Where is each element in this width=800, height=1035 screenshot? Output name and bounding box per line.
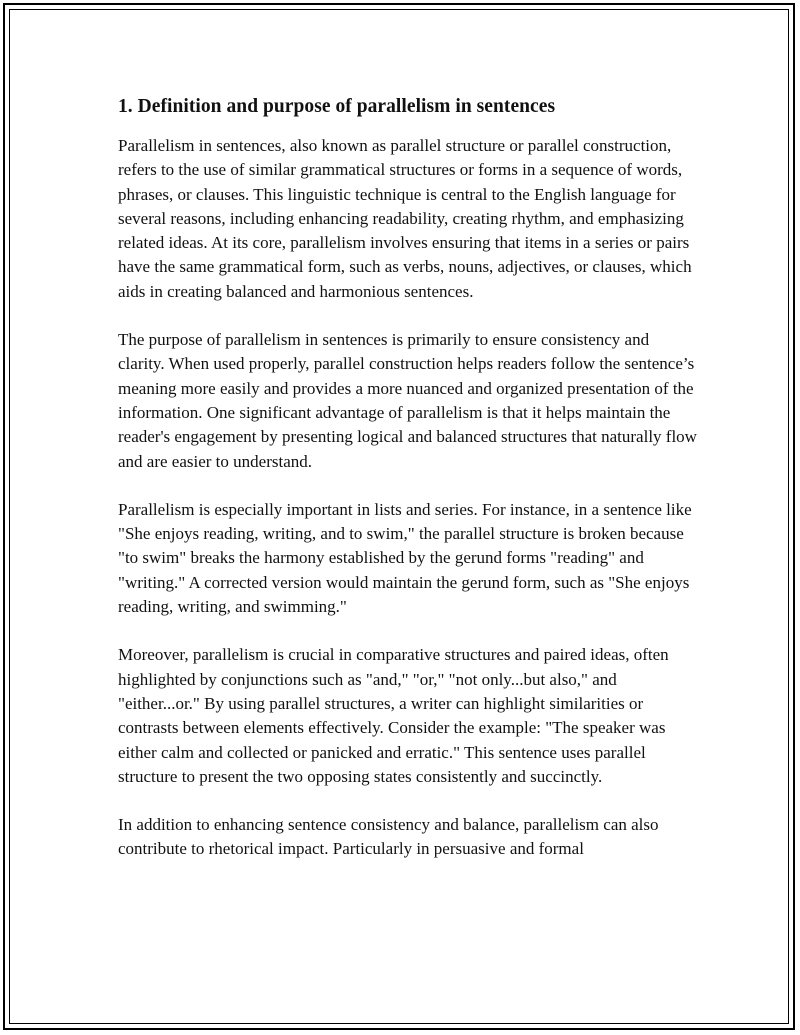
section-heading: 1. Definition and purpose of parallelism in sentences — [118, 96, 556, 117]
paragraph-definition: Parallelism in sentences, also known as parallel structure or parallel construction, refers to the use of similar grammatical structures or forms in a sequence of words, phrases, or clauses. This linguistic technique is central to the English language for several reasons, including enhancing readability, creating rhythm, and emphasizing related ideas. At its core, parallelism involves ensuring that items in a series or pairs have the same grammatical form, such as verbs, nouns, adjectives, or clauses, which aids in creating balanced and harmonious sentences. — [118, 136, 692, 301]
paragraph-purpose: The purpose of parallelism in sentences is primarily to ensure consistency and clarity. When used properly, parallel construction helps readers follow the sentence’s meaning more easily and provides a more nuanced and organized presentation of the information. One significant advantage of parallelism is that it helps maintain the reader's engagement by presenting logical and balanced structures that naturally flow and are easier to understand. — [118, 330, 697, 471]
paragraph-rhetorical: In addition to enhancing sentence consistency and balance, parallelism can also contribute to rhetorical impact. Particularly in persuasive and formal — [118, 815, 659, 859]
paragraph-comparative: Moreover, parallelism is crucial in comparative structures and paired ideas, often highlighted by conjunctions such as "and," "or," "not only...but also," and "either...or." By using parallel structures, a writer can highlight similarities or contrasts between elements effectively. Consider the example: "The speaker was either calm and collected or panicked and erratic." This sentence uses parallel structure to present the two opposing states consistently and succinctly. — [118, 645, 669, 786]
document-body — [118, 94, 698, 886]
paragraph-lists-series: Parallelism is especially important in lists and series. For instance, in a sentence like "She enjoys reading, writing, and to swim," the parallel structure is broken because "to swim" breaks the harmony established by the gerund forms "reading" and "writing." A corrected version would maintain the gerund form, such as "She enjoys reading, writing, and swimming." — [118, 499, 692, 617]
